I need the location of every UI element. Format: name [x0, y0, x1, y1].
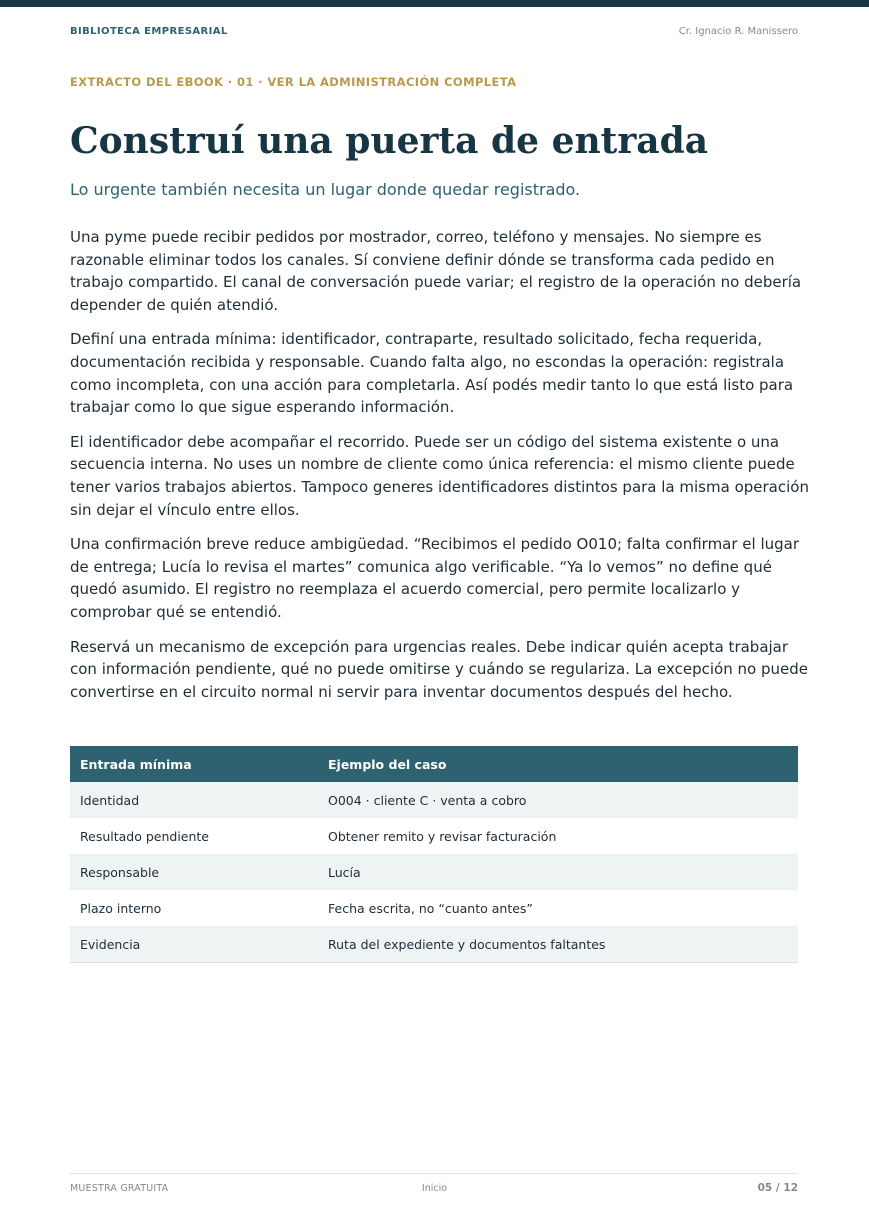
paragraph: Definí una entrada mínima: identificador, contraparte, resultado solicitado, fecha requerida, documentación recibida y responsable. Cuando falta algo, no escondas la operación: registrala como incompleta, con una acción para completarla. Así podés medir tanto lo que está listo para trabajar como lo que sigue esperando información.	[70, 330, 794, 417]
page-number: 05 / 12	[757, 1182, 798, 1194]
table-row	[70, 818, 798, 854]
column-header: Ejemplo del caso	[318, 746, 798, 782]
ebook-excerpt-link[interactable]: EXTRACTO DEL EBOOK · 01 · VER LA ADMINISTRACIÓN COMPLETA	[70, 75, 517, 89]
column-header: Entrada mínima	[70, 746, 318, 782]
table-cell: Ruta del expediente y documentos faltantes	[318, 926, 798, 963]
table-cell: Lucía	[318, 854, 798, 890]
page-subtitle: Lo urgente también necesita un lugar donde quedar registrado.	[70, 180, 581, 199]
minimum-entry-table	[70, 746, 798, 963]
table-cell: O004 · cliente C · venta a cobro	[318, 782, 798, 818]
home-link-text[interactable]: Inicio	[421, 1183, 448, 1194]
paragraph: Reservá un mecanismo de excepción para urgencias reales. Debe indicar quién acepta trabajar con información pendiente, qué no puede omitirse y cuándo se regulariza. La excepción no puede convertirse en el circuito normal ni servir para inventar documentos después del hecho.	[70, 637, 808, 701]
brand-label: BIBLIOTECA EMPRESARIAL	[70, 26, 228, 37]
table-cell: Responsable	[70, 854, 318, 890]
footer-sample-label: MUESTRA GRATUITA	[70, 1183, 169, 1194]
table-cell: Obtener remito y revisar facturación	[328, 828, 557, 844]
table-cell: Resultado pendiente	[80, 828, 209, 844]
table-header-row	[70, 746, 798, 782]
paragraph: Una pyme puede recibir pedidos por mostrador, correo, teléfono y mensajes. No siempre es razonable eliminar todos los canales. Sí conviene definir dónde se transforma cada pedido en trabajo compartido. El canal de conversación puede variar; el registro de la operación no debería depender de quién atendió.	[70, 228, 802, 314]
table-cell: Identidad	[70, 782, 318, 818]
table-cell: Evidencia	[70, 926, 318, 963]
top-accent-bar	[0, 0, 869, 7]
paragraph: El identificador debe acompañar el recorrido. Puede ser un código del sistema existente o una secuencia interna. No uses un nombre de cliente como única referencia: el mismo cliente puede tener varios trabajos abiertos. Tampoco generes identificadores distintos para la misma operación sin dejar el vínculo entre ellos.	[70, 432, 809, 519]
home-link	[0, 1183, 869, 1194]
table-row	[70, 854, 798, 890]
article-body	[70, 226, 810, 715]
table-row	[70, 782, 798, 818]
table-cell: Fecha escrita, no “cuanto antes”	[328, 900, 533, 916]
footer-divider	[70, 1173, 798, 1174]
table-cell: Plazo interno	[80, 900, 162, 916]
paragraph: Una confirmación breve reduce ambigüedad. “Recibimos el pedido O010; falta confirmar el lugar de entrega; Lucía lo revisa el martes” comunica algo verificable. “Ya lo vemos” no define qué quedó asumido. El registro no reemplaza el acuerdo comercial, pero permite localizarlo y comprobar qué se entendió.	[70, 535, 800, 621]
page-title: Construí una puerta de entrada	[70, 120, 709, 162]
author-name: Cr. Ignacio R. Manissero	[678, 26, 798, 37]
table-row	[70, 926, 798, 963]
table-row	[70, 890, 798, 926]
